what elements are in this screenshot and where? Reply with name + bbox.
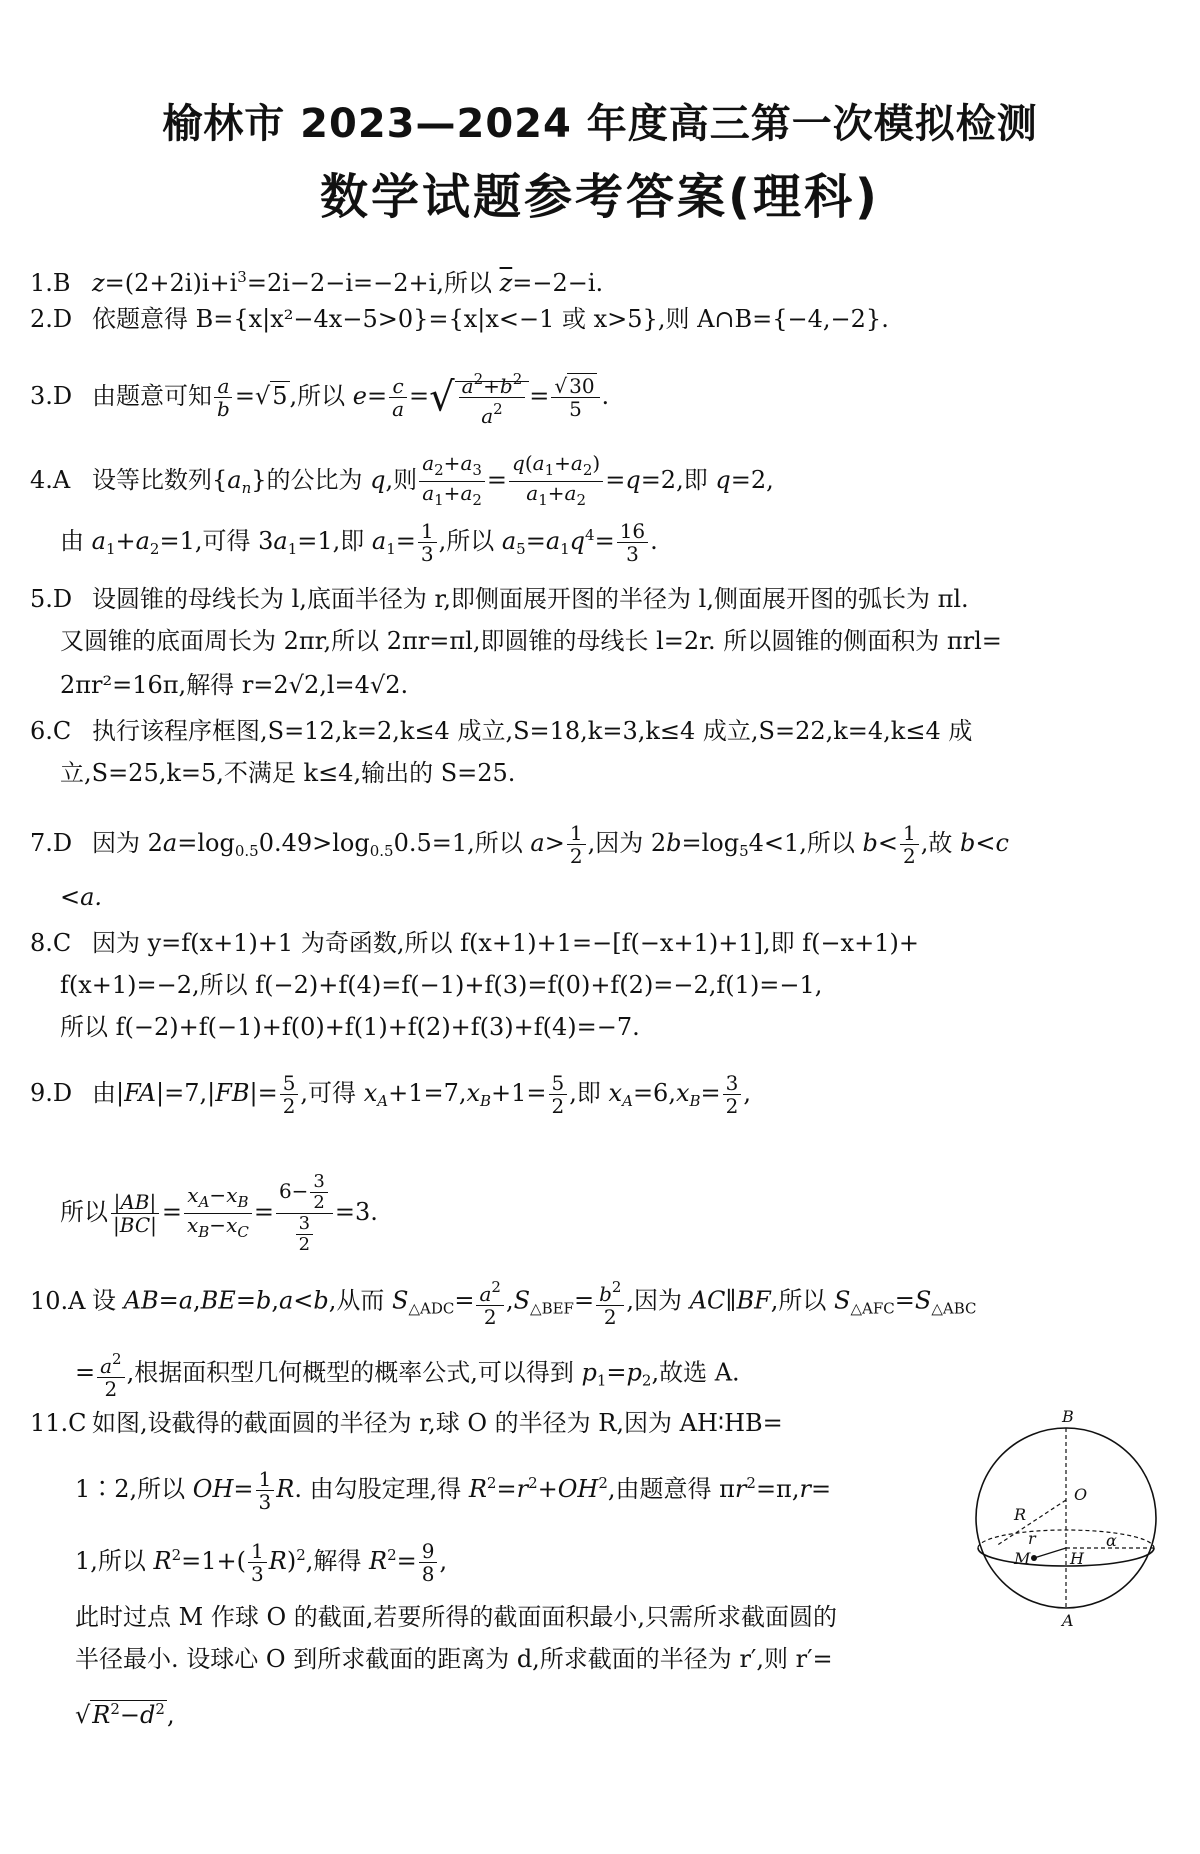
answer-text: <a. xyxy=(60,883,103,911)
answer-number: 4.A xyxy=(30,466,71,494)
answer-9-cont: 所以 $\frac{|AB|}{|BC|}$ = $\frac{x_A-x_B}{x_B-x_C}$ = 6− $\frac{3}{2}$ $\frac{3}{2}$ =3. xyxy=(60,1171,378,1255)
answer-number: 7.D xyxy=(30,829,73,857)
sphere-outline xyxy=(976,1428,1156,1608)
answer-text: 此时过点 M 作球 O 的截面,若要所得的截面面积最小,只需所求截面圆的 xyxy=(75,1603,838,1631)
label-b: B xyxy=(1062,1408,1074,1426)
answer-11-cont: $√R^2-d^2$, xyxy=(75,1700,175,1729)
point-m xyxy=(1031,1555,1037,1561)
label-alpha: α xyxy=(1106,1531,1117,1550)
answer-text: 如图,设截得的截面圆的半径为 r,球 O 的半径为 R,因为 AH∶HB= xyxy=(92,1409,783,1437)
answer-7: 7.D 因为 $2a=\log_{0.5}0.49>\log_{0.5}0.5=1$,所以 a> $\frac{1}{2}$ ,因为 $2b=\log_54<1$,所以 b< $\frac{1}{2}$ ,故 b<c xyxy=(30,821,1009,868)
answer-text: 半径最小. 设球心 O 到所求截面的距离为 d,所求截面的半径为 r′,则 r′= xyxy=(75,1645,833,1673)
answer-text: 2πr²=16π,解得 r=2√2,l=4√2. xyxy=(60,671,409,699)
answer-text: 立,S=25,k=5,不满足 k≤4,输出的 S=25. xyxy=(60,759,516,787)
sphere-figure xyxy=(966,1408,1166,1638)
section-back xyxy=(978,1530,1154,1548)
answer-text: 依题意得 B={x|x²−4x−5>0}={x|x<−1 或 x>5},则 A∩B={−4,−2}. xyxy=(92,305,889,333)
label-big-r: R xyxy=(1014,1505,1027,1524)
label-o: O xyxy=(1074,1485,1088,1504)
page-title: 榆林市 2023—2024 年度高三第一次模拟检测 xyxy=(162,101,1038,147)
label-h: H xyxy=(1070,1549,1084,1568)
label-m: M xyxy=(1014,1549,1031,1568)
answer-10: 10.A 设 AB=a,BE=b,a<b,从而 $S_{\triangle ADC}=$ $\frac{a^2}{2}$ $,S_{\triangle BEF}=$ $\frac{b^2}{2}$ ,因为 AC∥BF,所以 $S_{\triangle AFC}=S_{\triangle ABC}$ xyxy=(30,1278,977,1329)
answer-9: 9.D 由|FA|=7,|FB|= $\frac{5}{2}$ ,可得 $x_A+1=7,x_B+1=$ $\frac{5}{2}$ ,即 $x_A=6,x_B=$ $\frac{3}{2}$ , xyxy=(30,1071,752,1118)
answer-text: 执行该程序框图,S=12,k=2,k≤4 成立,S=18,k=3,k≤4 成立,S=22,k=4,k≤4 成 xyxy=(92,717,973,745)
answer-8 xyxy=(30,928,919,958)
answer-number: 11.C xyxy=(30,1409,87,1437)
answer-number: 6.C xyxy=(30,717,72,745)
answer-4: 4.A 设等比数列$\{a_n\}$的公比为 q,则 $\frac{a_2+a_3}{a_1+a_2}$ = $\frac{q(a_1+a_2)}{a_1+a_2}$ =q=2,即 q=2, xyxy=(30,451,774,509)
answer-text: 设圆锥的母线长为 l,底面半径为 r,即侧面展开图的半径为 l,侧面展开图的弧长为 πl. xyxy=(92,585,969,613)
answer-number: 9.D xyxy=(30,1079,73,1107)
answer-11-cont: 1,所以 $R^2=1+$( $\frac{1}{3}$ R)$^2$,解得 $R^2=$ $\frac{9}{8}$ , xyxy=(75,1539,448,1586)
answer-1: 1.B $z=(2+2i)i+i^3=2i-2-i=-2+i$,所以 $\overline{z}=-2-i$. xyxy=(30,268,604,297)
answer-5 xyxy=(30,584,969,614)
answer-text: 因为 y=f(x+1)+1 为奇函数,所以 f(x+1)+1=−[f(−x+1)+1],即 f(−x+1)+ xyxy=(92,929,919,957)
answer-text: 所以 f(−2)+f(−1)+f(0)+f(1)+f(2)+f(3)+f(4)=−7. xyxy=(60,1013,640,1041)
answer-text: f(x+1)=−2,所以 f(−2)+f(4)=f(−1)+f(3)=f(0)+f(2)=−2,f(1)=−1, xyxy=(60,971,823,999)
answer-10-cont: = $\frac{a^2}{2}$ ,根据面积型几何概型的概率公式,可以得到 $p_1=p_2$,故选 A. xyxy=(75,1350,740,1401)
page-subtitle: 数学试题参考答案(理科) xyxy=(320,169,880,225)
answer-number: 10.A xyxy=(30,1286,86,1315)
answer-4-cont: 由 $a_1+a_2=1$,可得 $3a_1=1$,即 $a_1=$ $\frac{1}{3}$ ,所以 $a_5=a_1q^4=$ $\frac{16}{3}$ . xyxy=(60,519,658,566)
answer-number: 8.C xyxy=(30,929,72,957)
answer-11-cont: 1∶2,所以 OH= $\frac{1}{3}$ R. 由勾股定理,得 $R^2=r^2+OH^2$,由题意得 $\pi r^2=\pi,r=$ xyxy=(75,1467,832,1514)
segment-mh xyxy=(1034,1548,1066,1558)
answer-number: 1.B xyxy=(30,269,71,297)
answer-11 xyxy=(30,1408,783,1438)
answer-number: 3.D xyxy=(30,382,73,410)
answer-text: 又圆锥的底面周长为 2πr,所以 2πr=πl,即圆锥的母线长 l=2r. 所以圆锥的侧面积为 πrl= xyxy=(60,627,1002,655)
answer-3: 3.D 由题意可知 $\frac{a}{b}$ =√5,所以 e= $\frac{c}{a}$ =√ $\frac{a^2+b^2}{a^2}$ = $\frac{√ 30}{5}$ . xyxy=(30,370,610,428)
label-small-r: r xyxy=(1028,1529,1036,1548)
answer-number: 2.D xyxy=(30,305,73,333)
answer-6 xyxy=(30,716,972,746)
answer-number: 5.D xyxy=(30,585,73,613)
label-a: A xyxy=(1062,1611,1074,1630)
answer-2 xyxy=(30,304,889,334)
